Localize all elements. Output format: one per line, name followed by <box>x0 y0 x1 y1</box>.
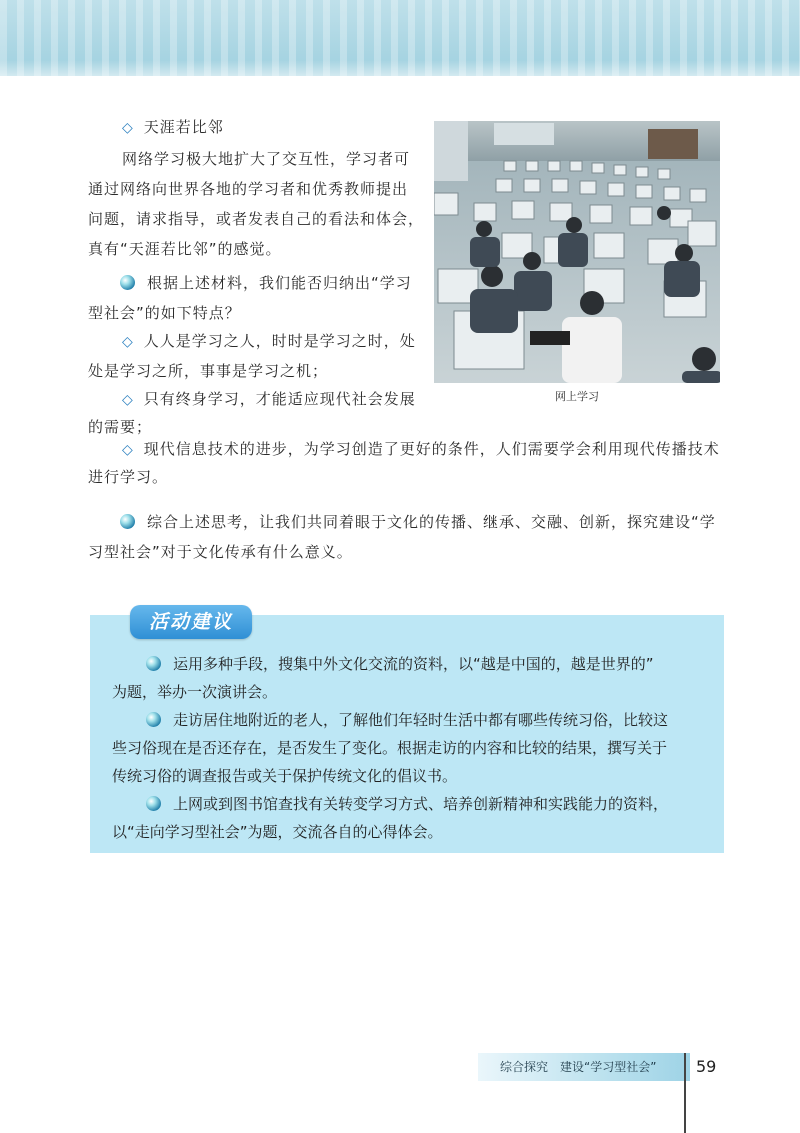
globe-bullet-icon <box>120 275 135 290</box>
activity-item <box>146 706 668 734</box>
question-text: 根据上述材料，我们能否归纳出“学习 <box>147 274 412 292</box>
photo-caption: 网上学习 <box>555 390 599 403</box>
globe-bullet-icon <box>146 656 161 671</box>
header-highlight <box>0 60 800 76</box>
feature-text: 人人是学习之人，时时是学习之时，处 <box>143 332 416 350</box>
globe-bullet-icon <box>146 796 161 811</box>
online-learning-photo <box>434 121 720 383</box>
diamond-icon: ◇ <box>122 120 134 136</box>
activity-title: 活动建议 <box>130 605 252 639</box>
footer-section-title: 综合探究 建设“学习型社会” <box>500 1060 657 1074</box>
feature-text: 现代信息技术的进步，为学习创造了更好的条件，人们需要学会利用现代传播技术 <box>143 440 720 458</box>
section-paragraph-line: 网络学习极大地扩大了交互性，学习者可 <box>122 150 411 168</box>
activity-item-continued: 以“走向学习型社会”为题，交流各自的心得体会。 <box>112 823 443 841</box>
feature-item-continued: 的需要； <box>88 418 153 436</box>
feature-item <box>122 326 416 357</box>
activity-item-continued: 些习俗现在是否还存在，是否发生了变化。根据走访的内容和比较的结果，撰写关于 <box>112 739 668 757</box>
footer-divider <box>684 1053 686 1133</box>
section-paragraph-line: 通过网络向世界各地的学习者和优秀教师提出 <box>88 180 409 198</box>
globe-bullet-icon <box>146 712 161 727</box>
summary-line: 习型社会”对于文化传承有什么意义。 <box>88 543 353 561</box>
feature-item <box>122 384 416 415</box>
page-number: 59 <box>696 1057 717 1076</box>
diamond-icon: ◇ <box>122 334 134 350</box>
feature-item-continued: 进行学习。 <box>88 468 169 486</box>
feature-item-continued: 处是学习之所，事事是学习之机； <box>88 362 329 380</box>
activity-item <box>146 650 654 678</box>
question-line: 型社会”的如下特点？ <box>88 304 241 322</box>
section-paragraph-line: 真有“天涯若比邻”的感觉。 <box>88 240 282 258</box>
section-paragraph-line: 问题，请求指导，或者发表自己的看法和体会， <box>88 210 425 228</box>
feature-text: 只有终身学习，才能适应现代社会发展 <box>143 390 416 408</box>
activity-item-text: 运用多种手段，搜集中外文化交流的资料，以“越是中国的，越是世界的” <box>173 655 654 673</box>
feature-item <box>122 434 720 465</box>
diamond-icon: ◇ <box>122 392 134 408</box>
activity-item-text: 上网或到图书馆查找有关转变学习方式、培养创新精神和实践能力的资料， <box>173 795 669 813</box>
summary-text: 综合上述思考，让我们共同着眼于文化的传播、继承、交融、创新，探究建设“学 <box>147 513 716 531</box>
activity-item-text: 走访居住地附近的老人，了解他们年轻时生活中都有哪些传统习俗，比较这 <box>173 711 669 729</box>
activity-item-continued: 为题，举办一次演讲会。 <box>112 683 278 701</box>
diamond-icon: ◇ <box>122 442 134 458</box>
activity-item <box>146 790 668 818</box>
activity-item-continued: 传统习俗的调查报告或关于保护传统文化的倡议书。 <box>112 767 458 785</box>
section-heading-text: 天涯若比邻 <box>143 118 224 136</box>
globe-bullet-icon <box>120 514 135 529</box>
summary-line <box>120 507 716 537</box>
question-line <box>120 268 412 298</box>
header-decorative-band <box>0 0 800 76</box>
section-heading <box>122 112 224 143</box>
